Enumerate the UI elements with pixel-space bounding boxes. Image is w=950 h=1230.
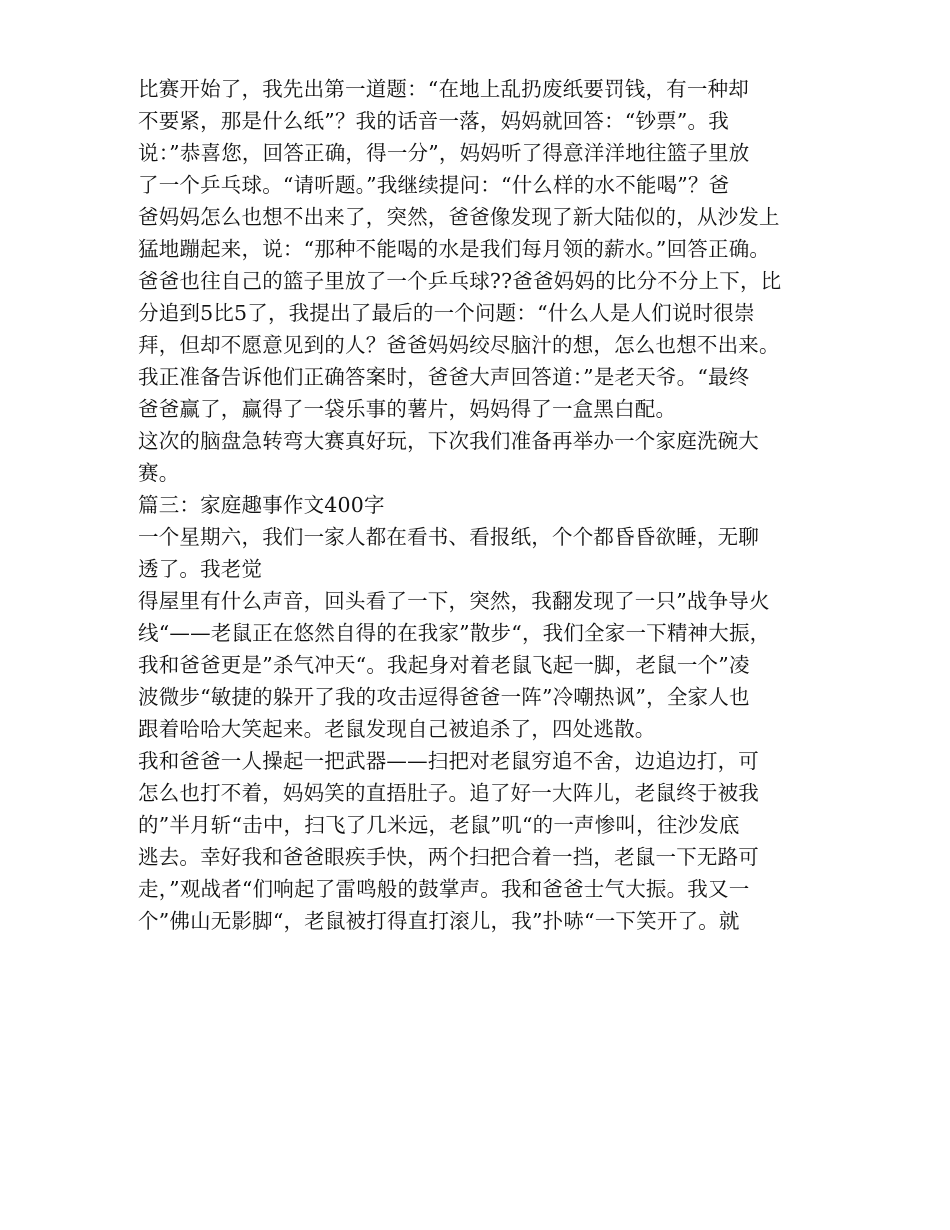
text-line: 怎么也打不着，妈妈笑的直捂肚子。追了好一大阵儿，老鼠终于被我 bbox=[138, 781, 759, 805]
text-line: 分追到5比5了，我提出了最后的一个问题：“什么人是人们说时很崇 bbox=[138, 301, 755, 325]
text-line: 线“——老鼠正在悠然自得的在我家”散步“，我们全家一下精神大振， bbox=[138, 621, 771, 645]
text-line: 爸妈妈怎么也想不出来了，突然，爸爸像发现了新大陆似的，从沙发上 bbox=[138, 205, 780, 229]
text-line: 个”佛山无影脚“，老鼠被打得直打滚儿，我”扑哧“一下笑开了。就 bbox=[138, 909, 740, 933]
text-line: 透了。我老觉 bbox=[138, 557, 263, 581]
text-line: 比赛开始了，我先出第一道题：“在地上乱扔废纸要罚钱，有一种却 bbox=[138, 77, 749, 101]
text-line: 拜，但却不愿意见到的人？爸爸妈妈绞尽脑汁的想，怎么也想不出来。 bbox=[138, 333, 780, 357]
text-line: 逃去。幸好我和爸爸眼疾手快，两个扫把合着一挡，老鼠一下无路可 bbox=[138, 845, 759, 869]
text-line: 不要紧，那是什么纸”？我的话音一落，妈妈就回答：“钞票”。我 bbox=[138, 109, 729, 133]
text-line: 我和爸爸一人操起一把武器——扫把对老鼠穷追不舍，边追边打，可 bbox=[138, 749, 759, 773]
text-line: 我正准备告诉他们正确答案时，爸爸大声回答道：”是老天爷。“最终 bbox=[138, 365, 750, 389]
text-line: 爸爸也往自己的篮子里放了一个乒乓球??爸爸妈妈的比分不分上下，比 bbox=[138, 269, 782, 293]
section-heading: 篇三：家庭趣事作文400字 bbox=[138, 493, 385, 517]
text-line: 得屋里有什么声音，回头看了一下，突然，我翻发现了一只”战争导火 bbox=[138, 589, 770, 613]
text-line: 跟着哈哈大笑起来。老鼠发现自己被追杀了，四处逃散。 bbox=[138, 717, 656, 741]
text-line: 我和爸爸更是”杀气冲天“。我起身对着老鼠飞起一脚，老鼠一个”凌 bbox=[138, 653, 750, 677]
text-line: 赛。 bbox=[138, 461, 180, 485]
text-line: 一个星期六，我们一家人都在看书、看报纸，个个都昏昏欲睡，无聊 bbox=[138, 525, 759, 549]
text-line: 走，”观战者“们响起了雷鸣般的鼓掌声。我和爸爸士气大振。我又一 bbox=[138, 877, 750, 901]
text-line: 了一个乒乓球。“请听题。”我继续提问：“什么样的水不能喝”？爸 bbox=[138, 173, 730, 197]
text-line: 说：”恭喜您，回答正确，得一分”，妈妈听了得意洋洋地往篮子里放 bbox=[138, 141, 750, 165]
text-line: 爸爸赢了，赢得了一袋乐事的薯片，妈妈得了一盒黑白配。 bbox=[138, 397, 677, 421]
text-line: 的”半月斩“击中，扫飞了几米远，老鼠”叽“的一声惨叫，往沙发底 bbox=[138, 813, 740, 837]
text-line: 猛地蹦起来，说：“那种不能喝的水是我们每月领的薪水。”回答正确。 bbox=[138, 237, 771, 261]
text-line: 波微步“敏捷的躲开了我的攻击逗得爸爸一阵”冷嘲热讽”，全家人也 bbox=[138, 685, 750, 709]
text-line: 这次的脑盘急转弯大赛真好玩，下次我们准备再举办一个家庭洗碗大 bbox=[138, 429, 759, 453]
